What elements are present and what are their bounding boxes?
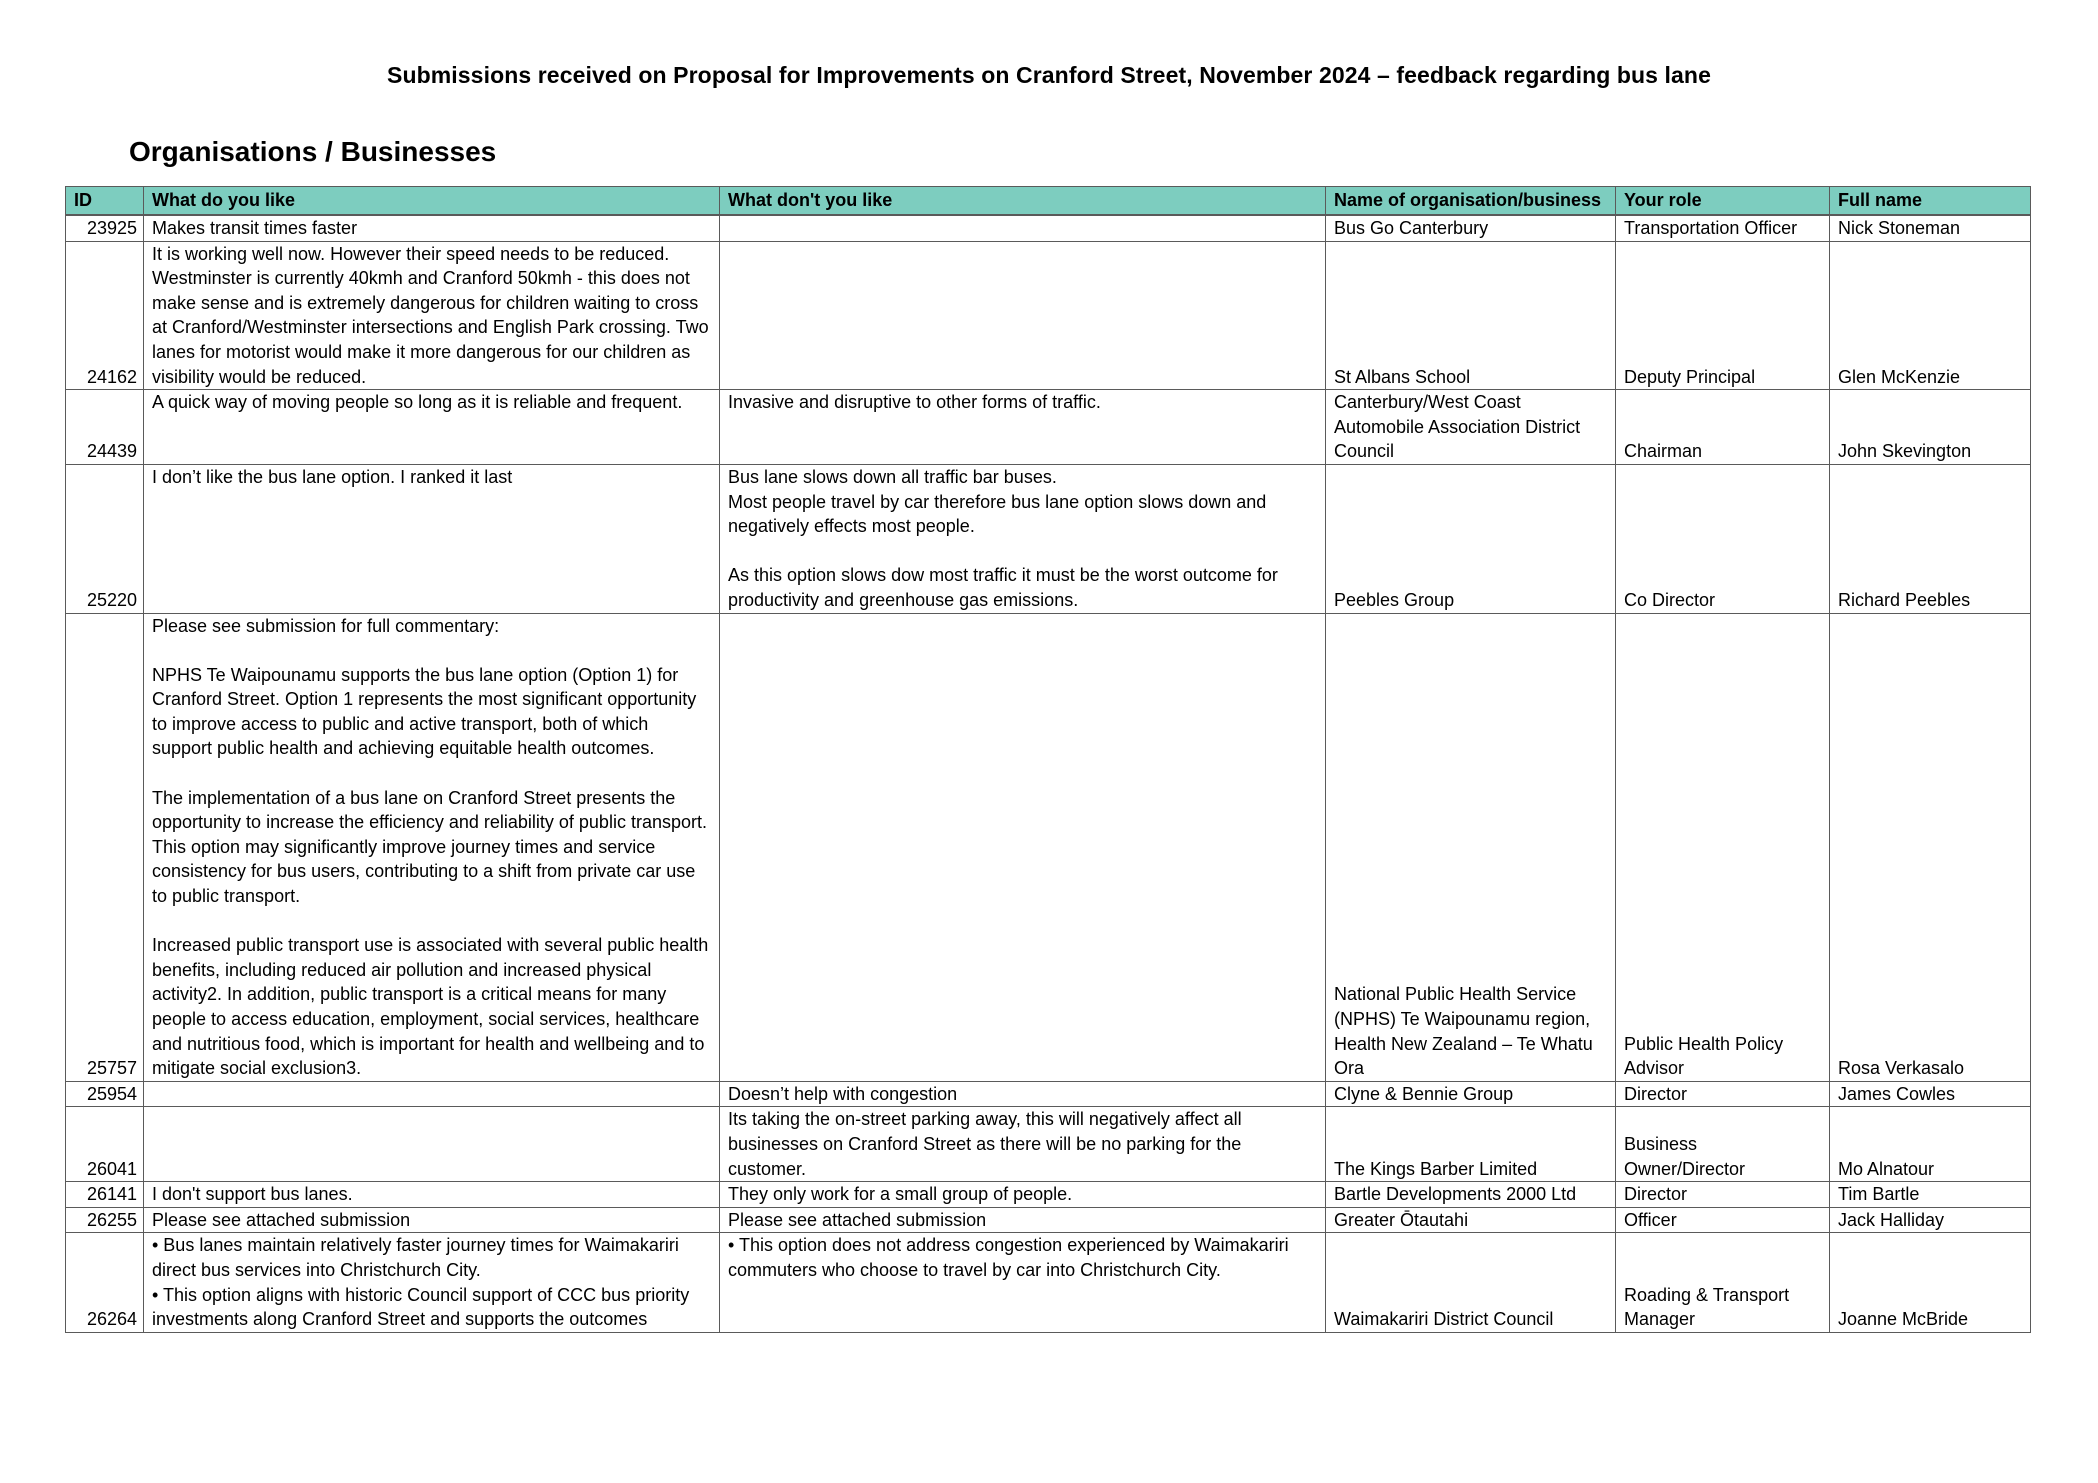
paragraph: Invasive and disruptive to other forms of traffic. <box>728 392 1101 413</box>
paragraph: I don't support bus lanes. <box>152 1184 353 1205</box>
table-row <box>66 215 2031 241</box>
cell-what-you-like <box>144 1233 720 1332</box>
table-row <box>66 1182 2031 1208</box>
cell-role: Deputy Principal <box>1616 241 1830 390</box>
cell-full-name: Joanne McBride <box>1830 1233 2031 1332</box>
cell-id: 24439 <box>66 390 144 465</box>
submissions-table <box>65 186 2031 1333</box>
cell-id: 25220 <box>66 464 144 613</box>
cell-full-name: Rosa Verkasalo <box>1830 613 2031 1081</box>
paragraph: • Bus lanes maintain relatively faster journey times for Waimakariri direct bus services into Christchurch City. • This option aligns with historic Council support of CCC bus priority investments along Cranford Street and supports the outcomes <box>152 1235 690 1330</box>
column-header-dislike: What don't you like <box>720 187 1326 216</box>
cell-what-you-like <box>144 215 720 241</box>
column-header-organisation: Name of organisation/business <box>1326 187 1616 216</box>
paragraph: A quick way of moving people so long as it is reliable and frequent. <box>152 392 683 413</box>
cell-role: Public Health Policy Advisor <box>1616 613 1830 1081</box>
cell-what-you-dont-like <box>720 464 1326 613</box>
table-row <box>66 390 2031 465</box>
cell-what-you-dont-like <box>720 1081 1326 1107</box>
cell-full-name: Jack Halliday <box>1830 1207 2031 1233</box>
cell-organisation: Clyne & Bennie Group <box>1326 1081 1616 1107</box>
cell-id: 26255 <box>66 1207 144 1233</box>
cell-id: 26141 <box>66 1182 144 1208</box>
paragraph: Makes transit times faster <box>152 218 358 238</box>
table-row <box>66 241 2031 390</box>
paragraph: Bus lane slows down all traffic bar buses. Most people travel by car therefore bus lane option slows down and negatively effects most people. <box>728 466 1267 537</box>
cell-what-you-dont-like <box>720 1207 1326 1233</box>
cell-what-you-dont-like <box>720 1182 1326 1208</box>
cell-id: 24162 <box>66 241 144 390</box>
paragraph: I don’t like the bus lane option. I ranked it last <box>152 466 513 487</box>
cell-organisation: Waimakariri District Council <box>1326 1233 1616 1332</box>
paragraph: Its taking the on-street parking away, this will negatively affect all businesses on Cranford Street as there will be no parking for the customer. <box>728 1109 1247 1179</box>
cell-role: Officer <box>1616 1207 1830 1233</box>
cell-what-you-dont-like <box>720 613 1326 1081</box>
cell-organisation: The Kings Barber Limited <box>1326 1107 1616 1182</box>
cell-role: Roading & Transport Manager <box>1616 1233 1830 1332</box>
cell-full-name: John Skevington <box>1830 390 2031 465</box>
cell-what-you-dont-like <box>720 1107 1326 1182</box>
cell-id: 25954 <box>66 1081 144 1107</box>
cell-what-you-like <box>144 464 720 613</box>
column-header-like: What do you like <box>144 187 720 216</box>
cell-full-name: Tim Bartle <box>1830 1182 2031 1208</box>
cell-role: Business Owner/Director <box>1616 1107 1830 1182</box>
paragraph-gap <box>152 638 711 663</box>
cell-organisation: Greater Ōtautahi <box>1326 1207 1616 1233</box>
cell-organisation: Bus Go Canterbury <box>1326 215 1616 241</box>
cell-full-name: James Cowles <box>1830 1081 2031 1107</box>
cell-organisation: St Albans School <box>1326 241 1616 390</box>
table-row <box>66 464 2031 613</box>
cell-organisation: Canterbury/West Coast Automobile Association District Council <box>1326 390 1616 465</box>
paragraph-gap <box>152 909 711 934</box>
cell-what-you-dont-like <box>720 241 1326 390</box>
table-row <box>66 1233 2031 1332</box>
paragraph: • This option does not address congestion experienced by Waimakariri commuters who choose to travel by car into Christchurch City. <box>728 1235 1294 1280</box>
cell-id: 26264 <box>66 1233 144 1332</box>
cell-what-you-like <box>144 1081 720 1107</box>
cell-role: Chairman <box>1616 390 1830 465</box>
paragraph: It is working well now. However their speed needs to be reduced. Westminster is currently 40kmh and Cranford 50kmh - this does not make sense and is extremely dangerous for children waiting to cross at Cranford/Westminster intersections and English Park crossing. Two lanes for motorist would make it more dangerous for our children as visibility would be reduced. <box>152 243 714 387</box>
table-row <box>66 1107 2031 1182</box>
cell-what-you-dont-like <box>720 390 1326 465</box>
cell-organisation: Peebles Group <box>1326 464 1616 613</box>
cell-role: Transportation Officer <box>1616 215 1830 241</box>
cell-full-name: Richard Peebles <box>1830 464 2031 613</box>
paragraph-gap <box>728 539 1317 564</box>
cell-full-name: Nick Stoneman <box>1830 215 2031 241</box>
cell-full-name: Glen McKenzie <box>1830 241 2031 390</box>
cell-what-you-like <box>144 390 720 465</box>
cell-what-you-dont-like <box>720 1233 1326 1332</box>
paragraph: Please see attached submission <box>728 1209 987 1230</box>
table-body <box>66 215 2031 1332</box>
table-header-row <box>66 187 2031 216</box>
cell-full-name: Mo Alnatour <box>1830 1107 2031 1182</box>
page-title: Submissions received on Proposal for Improvements on Cranford Street, November 2024 – feedback regarding bus lane <box>387 62 1711 88</box>
paragraph: They only work for a small group of people. <box>728 1184 1073 1205</box>
section-heading: Organisations / Businesses <box>129 136 497 167</box>
paragraph: Please see attached submission <box>152 1209 411 1230</box>
table-row <box>66 1081 2031 1107</box>
cell-what-you-like <box>144 1207 720 1233</box>
cell-organisation: Bartle Developments 2000 Ltd <box>1326 1182 1616 1208</box>
cell-id: 26041 <box>66 1107 144 1182</box>
paragraph: Please see submission for full commentary: <box>152 615 500 636</box>
cell-organisation: National Public Health Service (NPHS) Te Waipounamu region, Health New Zealand – Te Whatu Ora <box>1326 613 1616 1081</box>
paragraph: Doesn’t help with congestion <box>728 1083 958 1104</box>
cell-what-you-like <box>144 613 720 1081</box>
cell-id: 25757 <box>66 613 144 1081</box>
table-row <box>66 1207 2031 1233</box>
cell-id: 23925 <box>66 215 144 241</box>
cell-role: Director <box>1616 1081 1830 1107</box>
column-header-role: Your role <box>1616 187 1830 216</box>
cell-role: Co Director <box>1616 464 1830 613</box>
cell-what-you-like <box>144 241 720 390</box>
paragraph-gap <box>152 761 711 786</box>
paragraph: NPHS Te Waipounamu supports the bus lane option (Option 1) for Cranford Street. Option 1 represents the most significant opportunity to improve access to public and active transport, both of which support public health and achieving equitable health outcomes. <box>152 664 702 759</box>
paragraph: As this option slows dow most traffic it must be the worst outcome for productivity and greenhouse gas emissions. <box>728 565 1283 610</box>
paragraph: Increased public transport use is associated with several public health benefits, including reduced air pollution and increased physical activity2. In addition, public transport is a critical means for many people to access education, employment, social services, healthcare and nutritious food, which is important for health and wellbeing and to mitigate social exclusion3. <box>152 935 714 1079</box>
cell-role: Director <box>1616 1182 1830 1208</box>
paragraph: The implementation of a bus lane on Cranford Street presents the opportunity to increase the efficiency and reliability of public transport. This option may significantly improve journey times and service consistency for bus users, contributing to a shift from private car use to public transport. <box>152 787 712 907</box>
cell-what-you-dont-like <box>720 215 1326 241</box>
column-header-id: ID <box>66 187 144 216</box>
column-header-full-name: Full name <box>1830 187 2031 216</box>
table-row <box>66 613 2031 1081</box>
cell-what-you-like <box>144 1107 720 1182</box>
cell-what-you-like <box>144 1182 720 1208</box>
